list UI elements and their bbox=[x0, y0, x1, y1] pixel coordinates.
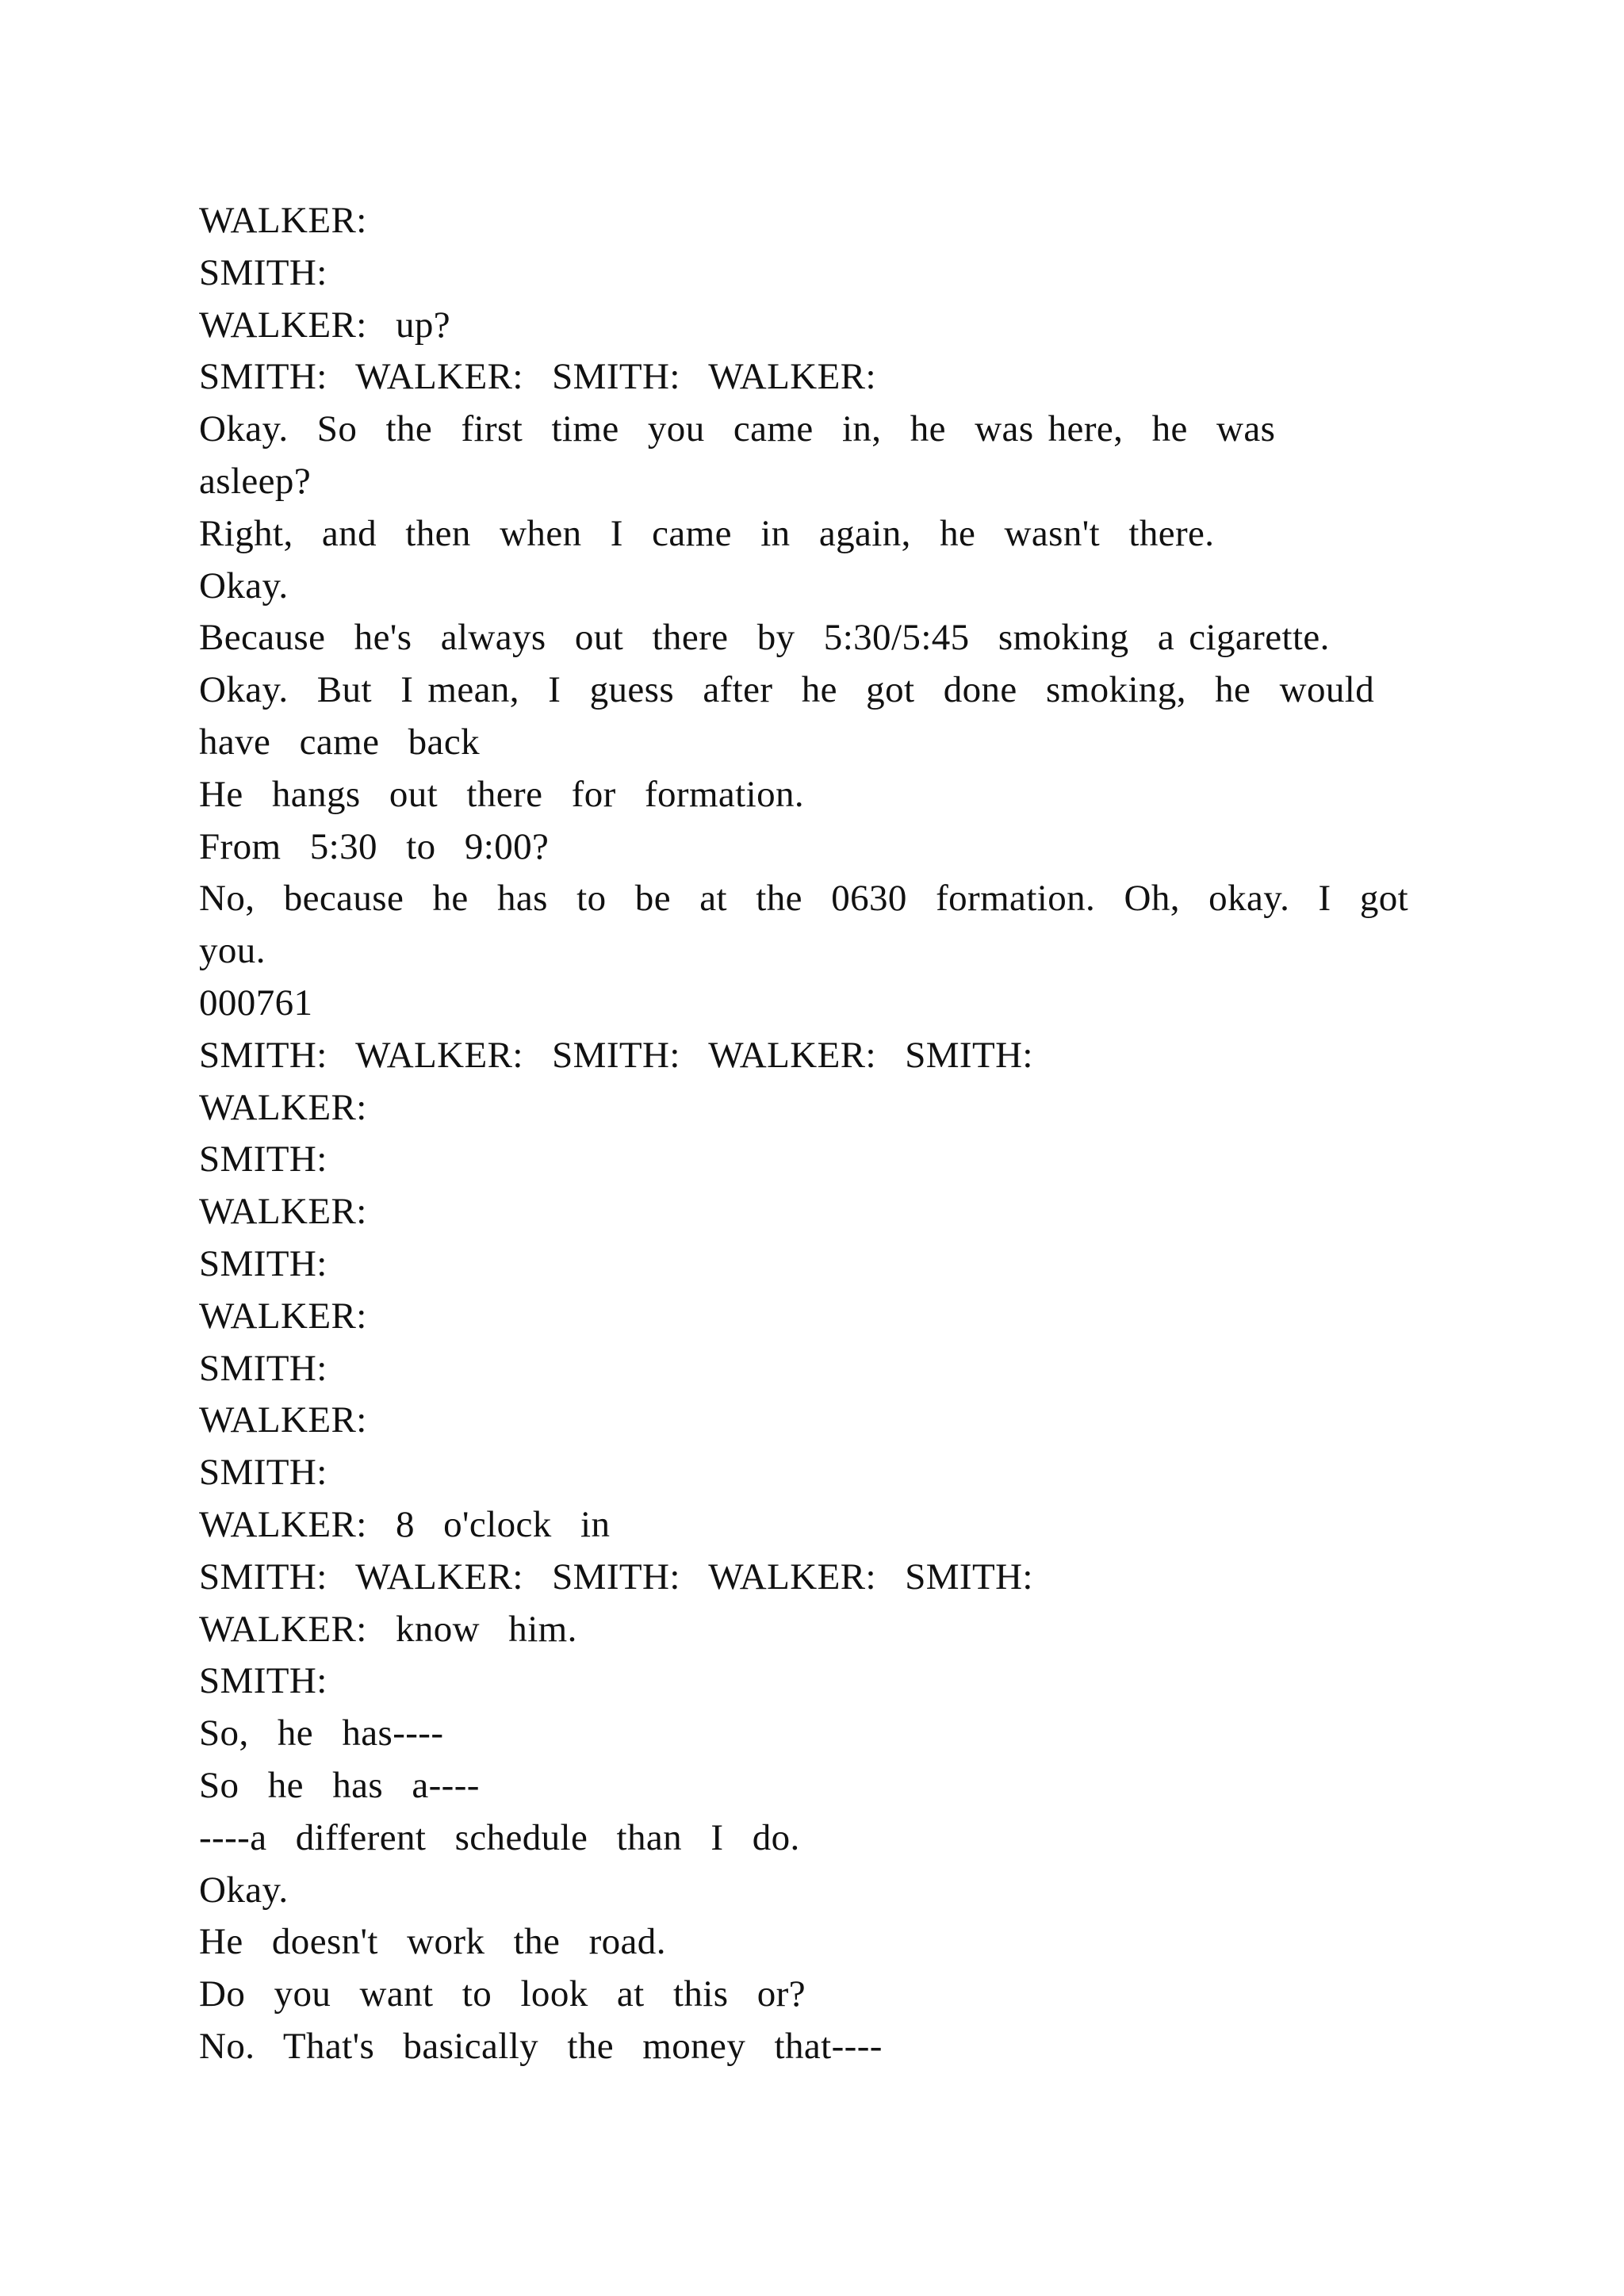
transcript-line: Okay. bbox=[199, 1869, 289, 1911]
transcript-line: WALKER: 8 o'clock in bbox=[199, 1503, 611, 1545]
transcript-line: WALKER: bbox=[199, 1399, 367, 1441]
transcript-line: So, he has---- bbox=[199, 1712, 444, 1755]
transcript-line: Okay. bbox=[199, 564, 289, 607]
transcript-line: WALKER: know him. bbox=[199, 1608, 577, 1650]
transcript-line: SMITH: WALKER: SMITH: WALKER: bbox=[199, 356, 876, 398]
transcript-line: SMITH: bbox=[199, 1347, 327, 1389]
transcript-line: asleep? bbox=[199, 460, 312, 502]
transcript-line: SMITH: WALKER: SMITH: WALKER: SMITH: bbox=[199, 1556, 1033, 1598]
transcript-line: have came back bbox=[199, 721, 480, 763]
transcript-line: Because he's always out there by 5:30/5:45 smoking a cigarette. bbox=[199, 617, 1330, 659]
transcript-line: No, because he has to be at the 0630 formation. Oh, okay. I got bbox=[199, 878, 1409, 920]
transcript-line: ----a different schedule than I do. bbox=[199, 1816, 800, 1858]
transcript-line: SMITH: bbox=[199, 1452, 327, 1494]
transcript-line: Okay. So the first time you came in, he was here, he was bbox=[199, 408, 1276, 450]
transcript-line: SMITH: bbox=[199, 251, 327, 293]
transcript-line: Okay. But I mean, I guess after he got done smoking, he would bbox=[199, 669, 1375, 711]
transcript-line: Do you want to look at this or? bbox=[199, 1973, 806, 2015]
transcript-body bbox=[199, 195, 1436, 2073]
transcript-line: No. That's basically the money that---- bbox=[199, 2025, 883, 2067]
transcript-line: SMITH: bbox=[199, 1242, 327, 1284]
transcript-line: SMITH: bbox=[199, 1660, 327, 1702]
transcript-line: 000761 bbox=[199, 982, 313, 1024]
transcript-line: SMITH: bbox=[199, 1138, 327, 1181]
transcript-line: SMITH: WALKER: SMITH: WALKER: SMITH: bbox=[199, 1034, 1033, 1076]
transcript-line: WALKER: up? bbox=[199, 304, 451, 346]
transcript-line: Right, and then when I came in again, he wasn't there. bbox=[199, 512, 1215, 554]
transcript-line: WALKER: bbox=[199, 1086, 367, 1128]
transcript-line: So he has a---- bbox=[199, 1764, 480, 1806]
transcript-line: He doesn't work the road. bbox=[199, 1921, 666, 1963]
transcript-line: you. bbox=[199, 930, 266, 972]
transcript-line: He hangs out there for formation. bbox=[199, 773, 805, 815]
transcript-line: From 5:30 to 9:00? bbox=[199, 825, 550, 867]
transcript-line: WALKER: bbox=[199, 1295, 367, 1337]
transcript-line: WALKER: bbox=[199, 1191, 367, 1233]
transcript-line: WALKER: bbox=[199, 200, 367, 241]
